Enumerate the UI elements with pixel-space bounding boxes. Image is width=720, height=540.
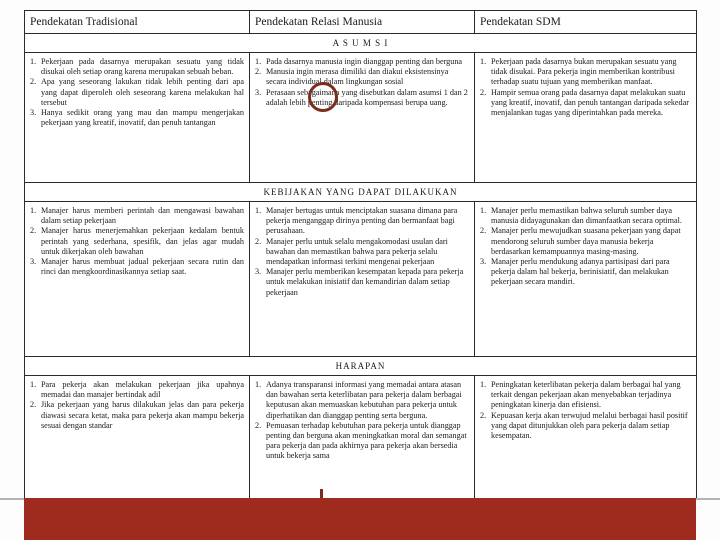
list-item-number: 2. [480,87,487,97]
list-item [480,380,691,411]
column-header-human-relations: Pendekatan Relasi Manusia [250,11,475,34]
list-item-text: Hampir semua orang pada dasarnya dapat melakukan suatu yang kreatif, inovatif, dan penuh tantangan daripada sekedar menjalankan tugas yang diperintahkan pada mereka. [491,87,690,118]
list-item-text: Manajer harus memberi perintah dan mengawasi bawahan dalam setiap pekerjaan [41,206,244,226]
list-item-number: 2. [30,77,37,87]
bottom-band-stripe [24,498,696,540]
list-item-number: 1. [30,206,37,215]
column-header-traditional: Pendekatan Tradisional [25,11,250,34]
list-item-text: Apa yang seseorang lakukan tidak lebih penting dari apa yang dapat diperoleh oleh seseorang karena melakukan hal tersebut [41,77,244,107]
list-item [480,206,691,226]
list-item-number: 2. [30,226,37,236]
list-item-number: 1. [255,206,262,215]
header-row [25,11,697,34]
list-item-text: Pekerjaan pada dasarnya merupakan sesuatu yang tidak disukai oleh setiap orang karena merupakan sebuah beban. [41,57,244,77]
list-item-number: 3. [30,257,37,267]
column-header-hr: Pendekatan SDM [475,11,697,34]
list-item [480,57,691,88]
list-item-number: 1. [480,57,487,66]
list-item [30,380,244,400]
list-item-number: 1. [480,380,487,389]
list-item-text: Pada dasarnya manusia ingin dianggap penting dan berguna [266,57,463,66]
list-item [255,421,469,462]
list-item-text: Manajer perlu mendukung adanya partisipasi dari para pekerja dalam hal bekerja, berinisiatif, dan melakukan pekerjaan secara mandiri. [491,257,670,287]
list-item-text: Manajer perlu memastikan bahwa seluruh sumber daya manusia didayagunakan dan dimanfaatkan secara optimal. [491,206,682,226]
list-item-text: Manajer harus menerjemahkan pekerjaan kedalam bentuk perintah yang sederhana, spesifik, dan jelas agar mudah untuk dikerjakan oleh bawahan [41,226,244,256]
list-item-number: 3. [480,257,487,267]
row-asumsi [25,53,697,183]
list-item-number: 1. [480,206,487,215]
list-item-number: 2. [30,400,37,410]
cell-asumsi-human-relations [250,53,475,183]
cell-harapan-traditional [25,376,250,500]
list-item [255,380,469,421]
list-item-number: 2. [480,226,487,236]
list-item-text: Jika pekerjaan yang harus dilakukan jelas dan para pekerja diawasi secara ketat, maka para pekerja akan mampu bekerja sesuai dengan standar [41,400,244,430]
cell-harapan-hr [475,376,697,500]
list-item-number: 3. [255,267,262,277]
list-item-text: Manajer perlu mewujudkan suasana pekerjaan yang dapat mendorong seluruh sumber daya manusia bekerja berdasarkan kemampuannya masing-masing. [491,226,681,256]
list-item-text: Perasaan sebagaimana yang disebutkan dalam asumsi 1 dan 2 adalah lebih penting daripada kompensasi berupa uang. [266,87,468,107]
list-item-text: Adanya transparansi informasi yang memadai antara atasan dan bawahan serta keterlibatan para pekerja dalam berbagai keputusan akan memuaskan kebutuhan para pekerja untuk diperhatikan dan dianggap penting serta berguna. [266,380,462,420]
list-item [255,206,469,237]
cell-kebijakan-traditional [25,202,250,357]
list-item [480,226,691,257]
list-item-text: Pemuasan terhadap kebutuhan para pekerja untuk dianggap penting dan berguna akan meningkatkan moral dan semangat para pekerja dan pada akhirnya para pekerja akan bersedia untuk bekerja sama [266,420,467,461]
list-item-text: Manajer perlu untuk selalu mengakomodasi usulan dari bawahan dan memastikan bahwa para pekerja selalu mendapatkan informasi terkini mengenai pekerjaan [266,236,448,267]
list-item-text: Pekerjaan pada dasarnya bukan merupakan sesuatu yang tidak disukai. Para pekerja ingin memberikan kontribusi terhadap suatu tujuan yang memberikan manfaat. [491,57,677,87]
list-item [255,267,469,298]
cell-asumsi-hr [475,53,697,183]
list-item [30,77,244,108]
list-item [480,257,691,288]
list-item-number: 1. [255,380,262,389]
list-item [255,88,469,108]
list-item [30,400,244,431]
list-item-number: 1. [255,57,262,66]
list-item [480,88,691,119]
list-item-text: Manusia ingin merasa dimiliki dan diakui eksistensinya secara individual dalam lingkungan sosial [266,67,449,87]
list-item [255,57,469,67]
list-item-number: 3. [255,87,262,97]
list-item [255,237,469,268]
list-item-text: Manajer perlu memberikan kesempatan kepada para pekerja untuk melakukan inisiatif dan kemandirian dalam setiap pekerjaan [266,267,464,297]
list-item-number: 1. [30,380,37,389]
list-item [255,67,469,87]
list-item [30,108,244,128]
list-item-text: Kepuasan kerja akan terwujud melalui berbagai hasil positif yang dapat ditunjukkan oleh para pekerja dalam setiap kesempatan. [491,410,688,441]
list-item-number: 3. [30,108,37,118]
list-item [30,226,244,257]
section-harapan: HARAPAN [25,357,697,376]
list-item [30,257,244,277]
list-item [30,57,244,77]
decorative-ring [308,82,338,112]
cell-harapan-human-relations [250,376,475,500]
list-item-number: 1. [30,57,37,66]
section-asumsi: A S U M S I [25,34,697,53]
list-item-text: Para pekerja akan melakukan pekerjaan jika upahnya memadai dan manajer bertindak adil [41,380,244,400]
list-item-text: Hanya sedikit orang yang mau dan mampu mengerjakan pekerjaan yang kreatif, inovatif, dan penuh tantangan [41,108,244,128]
list-item-number: 2. [255,236,262,246]
cell-kebijakan-human-relations [250,202,475,357]
section-kebijakan: KEBIJAKAN YANG DAPAT DILAKUKAN [25,183,697,202]
list-item [480,411,691,442]
list-item-text: Manajer bertugas untuk menciptakan suasana dimana para pekerja menganggap dirinya penting dan bermanfaat bagi perusahaan. [266,206,458,236]
list-item-text: Peningkatan keterlibatan pekerja dalam berbagai hal yang terkait dengan pekerjaan akan menyebabkan terjadinya peningkatan kinerja dan efisiensi. [491,380,681,410]
row-kebijakan [25,202,697,357]
list-item-number: 2. [255,420,262,430]
cell-kebijakan-hr [475,202,697,357]
list-item [30,206,244,226]
list-item-text: Manajer harus membuat jadual pekerjaan secara rutin dan rinci dan mengkoordinasikannya setiap saat. [41,257,244,277]
cell-asumsi-traditional [25,53,250,183]
list-item-number: 2. [255,67,262,77]
row-harapan [25,376,697,500]
list-item-number: 2. [480,410,487,420]
comparison-table [24,10,697,500]
